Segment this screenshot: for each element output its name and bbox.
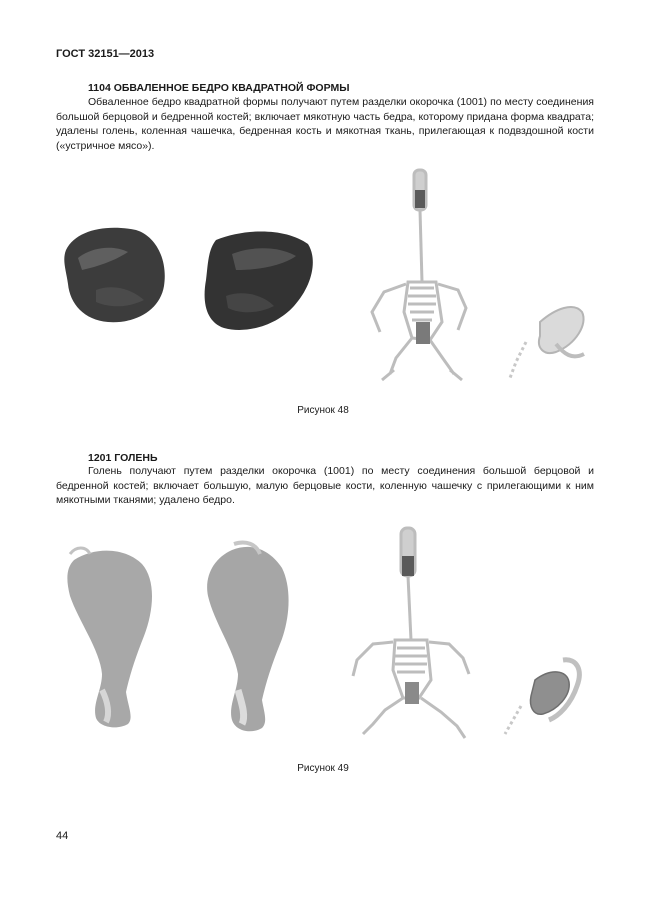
section-paragraph: Голень получают путем разделки окорочка (1001) по месту соединения большой берцовой и бедренной костей; включает большую, малую берцовые кости, коленную чашечку с прилегающими к ним мякотными тканями; удалено бедро. [56,465,594,506]
page-number: 44 [56,830,69,842]
drumstick-detail [505,660,579,734]
figure-48-caption: Рисунок 48 [297,405,349,416]
section-title-1104: 1104 ОБВАЛЕННОЕ БЕДРО КВАДРАТНОЙ ФОРМЫ [88,82,350,94]
section-text-1104 [56,95,594,153]
highlighted-thigh-region [416,322,430,344]
section-paragraph: Обваленное бедро квадратной формы получают путем разделки окорочка (1001) по месту соединения большой берцовой и бедренной костей; включает мякотную часть бедра, которому придана форма квадрата; удалены голень, коленная чашечка, бедренная кость и мякотная ткань, прилегающая к подвздошной кости («устричное мясо»). [56,96,594,152]
figure-49-caption: Рисунок 49 [297,763,349,774]
figure-48-boneless-thigh-photos [56,210,326,350]
figure-49-bird-skeleton-diagram [345,520,600,750]
drumstick-photo-right [207,542,288,731]
thigh-photo-left [64,228,164,322]
section-text-1201 [56,464,594,508]
thigh-detail [510,307,584,378]
section-title-1201: 1201 ГОЛЕНЬ [88,452,158,464]
highlighted-drumstick-region [405,682,419,704]
document-standard-number: ГОСТ 32151—2013 [56,48,155,60]
figure-49-drumstick-photos [56,540,316,740]
figure-48-bird-skeleton-diagram [350,162,600,392]
drumstick-photo-left [67,548,152,727]
thigh-photo-right [205,231,313,330]
